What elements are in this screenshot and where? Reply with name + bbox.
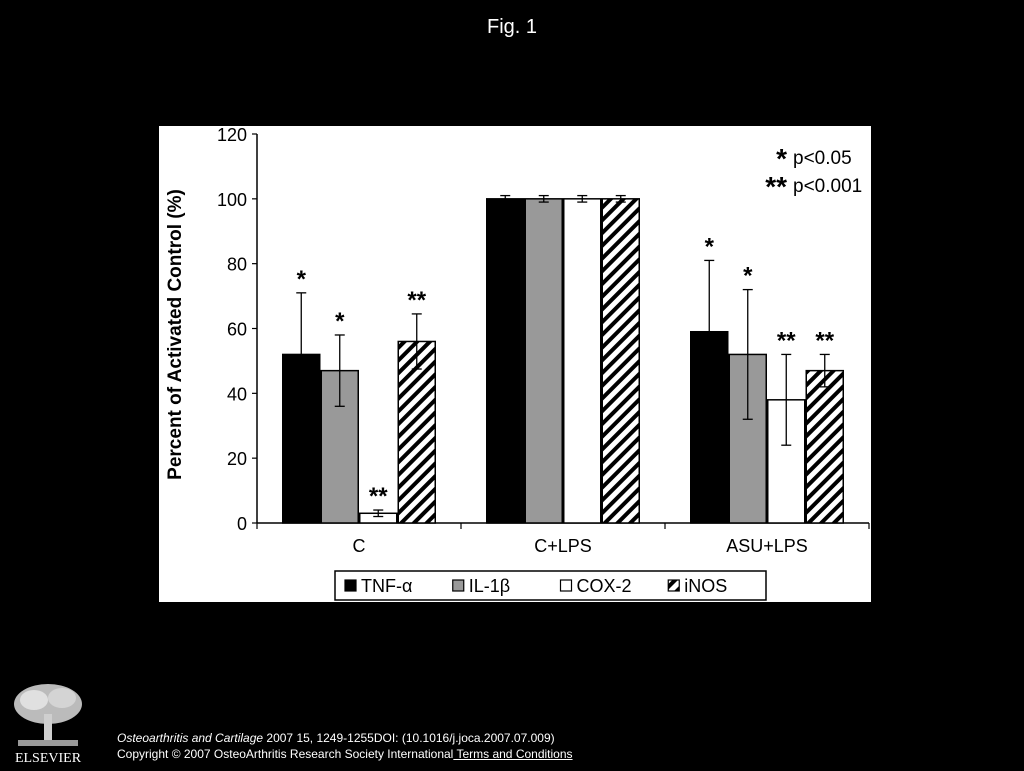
significance-legend-text: p<0.001: [793, 176, 863, 197]
bar-hatch-2: [806, 371, 843, 523]
significance-marker: **: [815, 327, 835, 355]
bar-gray-1: [525, 199, 562, 523]
y-axis-label: Percent of Activated Control (%): [165, 189, 186, 480]
legend-swatch-black: [345, 580, 356, 591]
y-tick-label: 40: [226, 384, 247, 405]
tree-icon: [14, 684, 82, 746]
y-tick-label: 20: [226, 449, 247, 470]
y-tick-label: 0: [236, 514, 247, 534]
significance-legend-text: p<0.05: [793, 148, 852, 169]
y-tick-label: 80: [226, 254, 247, 275]
legend-label: IL-1β: [468, 576, 511, 596]
significance-legend-symbol: **: [765, 171, 787, 202]
copyright-line: [117, 746, 573, 762]
significance-marker: *: [704, 233, 714, 261]
legend-swatch-white: [561, 580, 572, 591]
bar-white-1: [564, 199, 601, 523]
y-tick-label: 100: [216, 189, 247, 210]
slide-title: Fig. 1: [486, 16, 538, 38]
x-tick-label: ASU+LPS: [726, 536, 808, 556]
bar-hatch-1: [602, 199, 639, 523]
x-tick-label: C: [352, 536, 366, 556]
significance-legend-symbol: *: [776, 143, 787, 174]
significance-marker: **: [776, 327, 796, 355]
elsevier-logo: [8, 680, 88, 766]
figure-panel: [159, 126, 871, 602]
legend-label: iNOS: [684, 576, 728, 596]
significance-marker: *: [743, 262, 753, 290]
y-tick-label: 120: [216, 126, 247, 145]
logo-wordmark: ELSEVIER: [14, 751, 82, 766]
legend-swatch-hatch: [668, 580, 679, 591]
citation-journal: Osteoarthritis and Cartilage: [117, 731, 264, 745]
legend-label: TNF-α: [361, 576, 413, 596]
copyright-text: Copyright © 2007 OsteoArthritis Research Society International: [117, 747, 454, 761]
significance-marker: *: [296, 265, 306, 293]
y-tick-label: 60: [226, 319, 247, 340]
x-tick-label: C+LPS: [534, 536, 592, 556]
significance-marker: **: [368, 483, 388, 511]
significance-marker: *: [335, 307, 345, 335]
citation-line: [117, 730, 573, 746]
bar-black-1: [487, 199, 524, 523]
significance-marker: **: [407, 286, 427, 314]
citation-details: 2007 15, 1249-1255DOI: (10.1016/j.joca.2007.07.009): [263, 731, 555, 745]
legend-swatch-gray: [453, 580, 464, 591]
terms-link[interactable]: Terms and Conditions: [453, 747, 573, 761]
legend-label: COX-2: [576, 576, 632, 596]
bar-chart: [159, 126, 871, 602]
footer-citation: [117, 730, 573, 762]
